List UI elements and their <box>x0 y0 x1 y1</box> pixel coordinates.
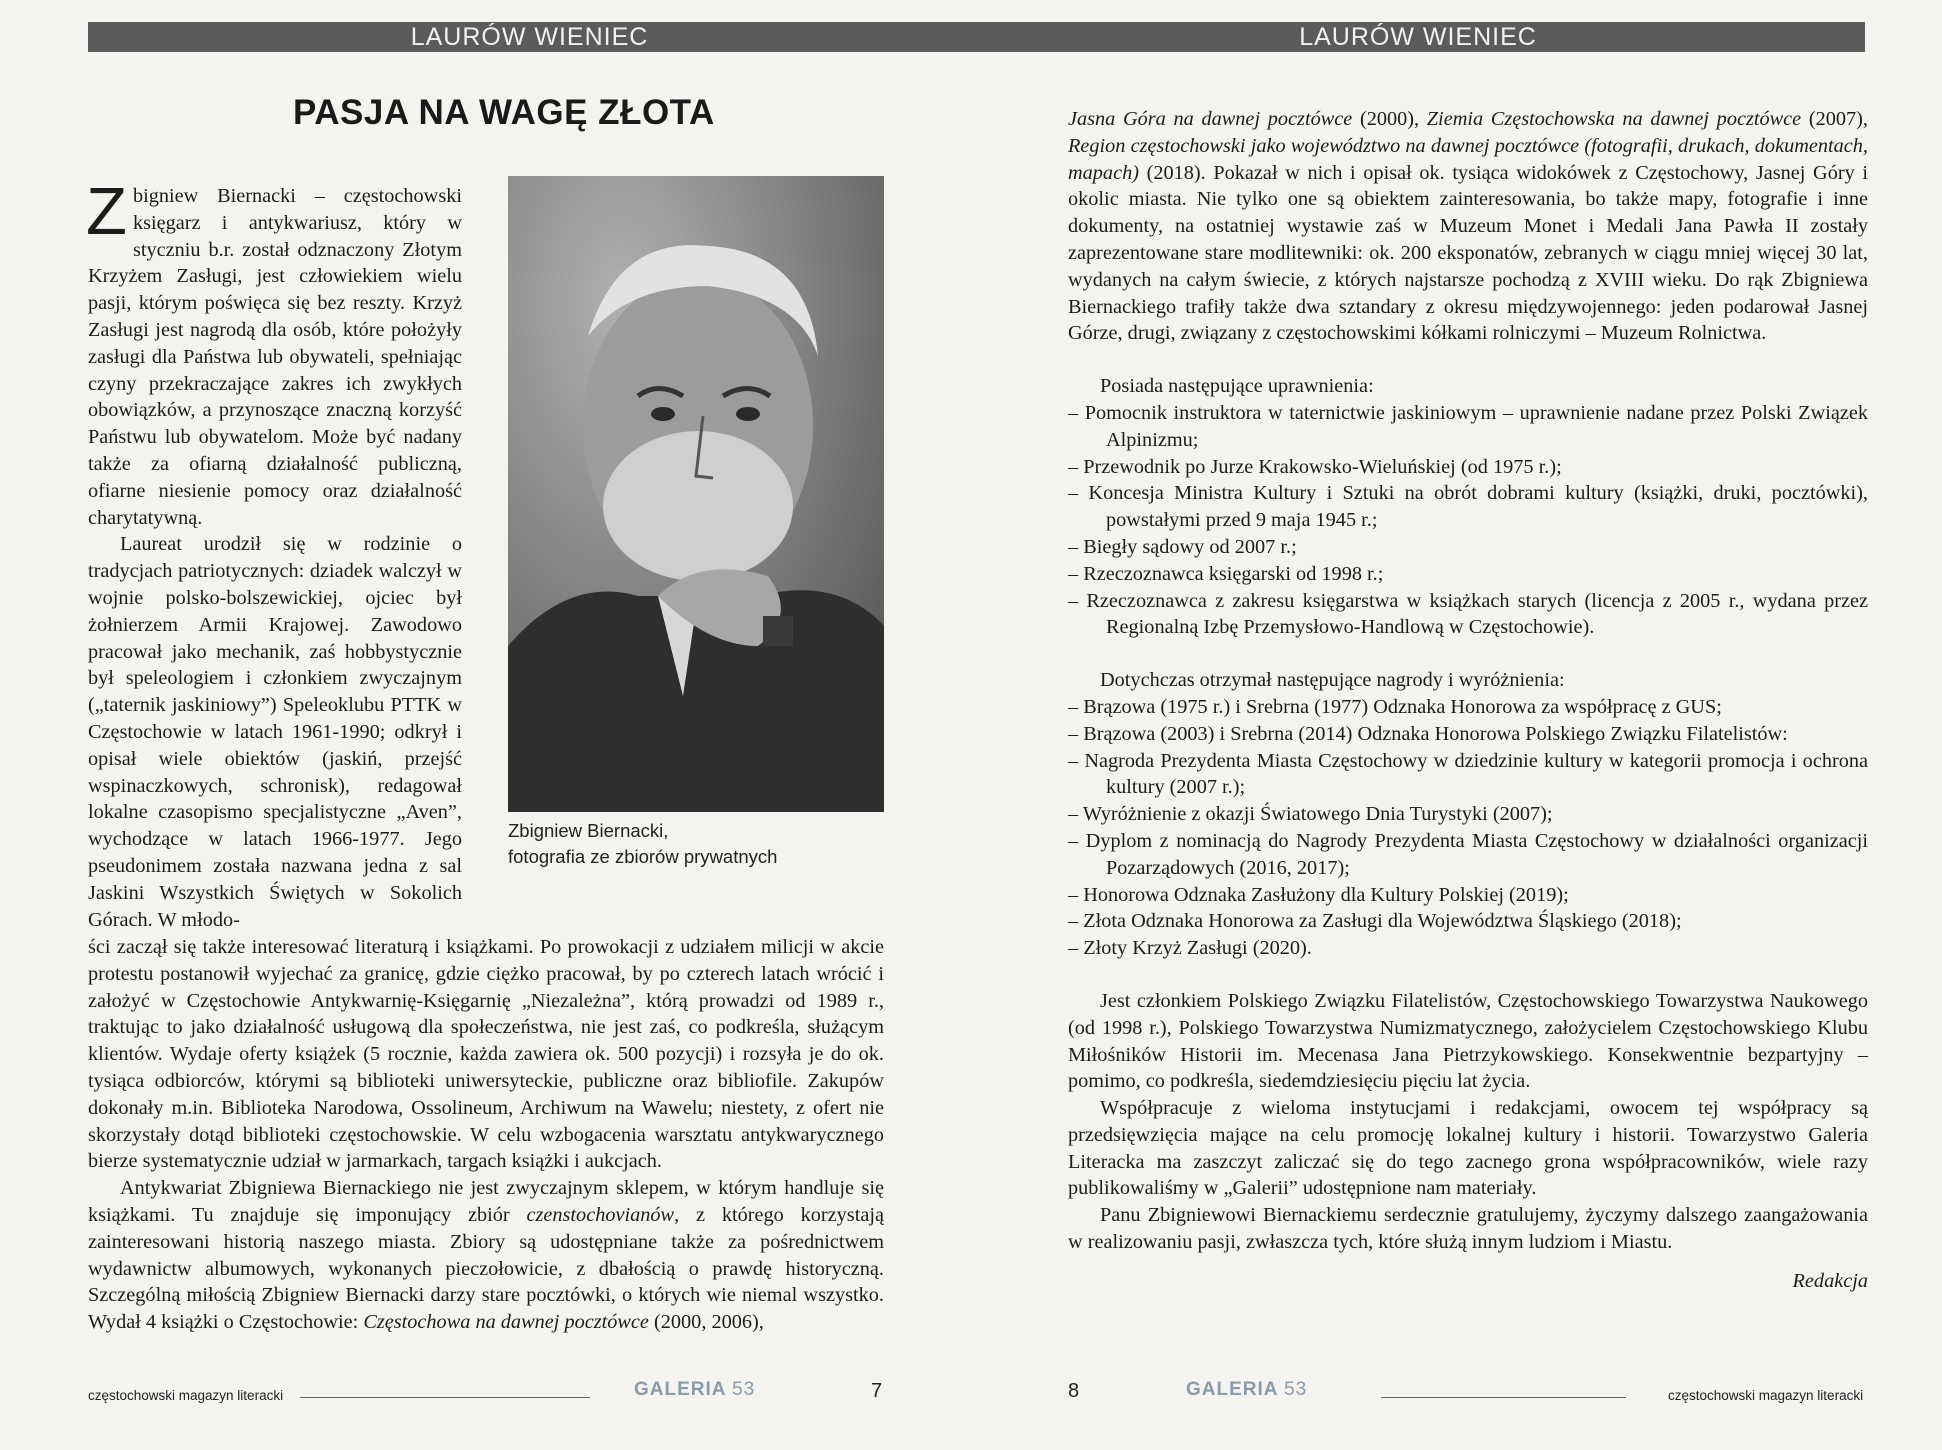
list-item: – Brązowa (1975 r.) i Srebrna (1977) Odznaka Honorowa za współpracę z GUS; <box>1068 695 1722 718</box>
page-number-right: 8 <box>1068 1380 1080 1402</box>
paragraph-biography: Laureat urodził się w rodzinie o tradycjach patriotycznych: dziadek walczył w wojnie polsko-bolszewickiej, ojciec był żołnierzem Armii Krajowej. Zawodowo pracował jako mechanik, zaś hobbystycznie był speleologiem i członkiem zwyczajnym („taternik jaskiniowy”) Speleoklubu PTTK w Częstochowie w latach 1961-1990; odkrył i opisał wiele obiektów (jaskiń, przejść wspinaczkowych, schronisk), redagował lokalne czasopismo specjalistyczne „Aven”, wychodzące w latach 1966-1977. Jego pseudonimem została nazwana jedna z sal Jaskini Wszystkich Świętych w Sokolich Górach. W młodo- <box>88 533 462 931</box>
list-item: – Wyróżnienie z okazji Światowego Dnia Turystyki (2007); <box>1068 803 1553 826</box>
paragraph-congratulations: Panu Zbigniewowi Biernackiemu serdecznie gratulujemy, życzymy dalszego zaangażowania w realizowaniu pasji, zwłaszcza tych, które służą innym ludziom i Miastu. <box>1068 1204 1868 1254</box>
footer-rule-right <box>1381 1397 1626 1398</box>
right-page <box>971 0 1942 1450</box>
galeria-logo-left <box>634 1379 755 1401</box>
list-item: – Biegły sądowy od 2007 r.; <box>1068 535 1297 558</box>
list-item: – Rzeczoznawca z zakresu księgarstwa w książkach starych (licencja z 2005 r., wydana przez Regionalną Izbę Przemysłowo-Handlową w Częstochowie). <box>1068 589 1868 639</box>
list-item: – Brązowa (2003) i Srebrna (2014) Odznaka Honorowa Polskiego Związku Filatelistów: <box>1068 722 1788 745</box>
footer-magazine-right: częstochowski magazyn literacki <box>1668 1388 1864 1403</box>
footer-magazine-left: częstochowski magazyn literacki <box>88 1388 284 1403</box>
italic-term: czenstochovianów <box>526 1203 675 1226</box>
book-title: Region częstochowski jako województwo na dawnej pocztówce (fotografii, drukach, dokumentach, mapach) <box>1068 134 1868 184</box>
caption-line-2: fotografia ze zbiorów prywatnych <box>508 846 778 867</box>
paragraph-cooperation: Współpracuje z wieloma instytucjami i redakcjami, owocem tej współpracy są przedsięwzięcia mające na celu promocję lokalnej kultury i historii. Towarzystwo Galeria Literacka ma zaszczyt zaliczać się do tego zacnego grona współpracowników, wiele razy publikowaliśmy w „Galerii” udostępnione nam materiały. <box>1068 1097 1868 1200</box>
awards-list <box>1068 694 1868 962</box>
dropcap: Z <box>86 174 127 249</box>
paragraph-antiquarian <box>88 1175 884 1336</box>
logo-text: GALERIA <box>1186 1379 1278 1400</box>
text-run: (2018). Pokazał w nich i opisał ok. tysiąca widokówek z Częstochowy, Jasnej Góry i okolic miasta. Nie tylko one są obiektem zainteresowania, bo także mapy, fotografie i inne dokumenty, na ostatniej wystawie zaś w Muzeum Monet i Medali Jana Pawła II zostały zaprezentowane stare modlitewniki: ok. 200 eksponatów, zebranych w ciągu mniej więcej 30 lat, wydanych na całym świecie, z których najstarsze pochodzą z XVIII wieku. Do rąk Zbigniewa Biernackiego trafiły także dwa sztandary z okresu międzywojennego: jeden podarował Jasnej Górze, drugi, związany z częstochowskimi kółkami rolniczymi – Muzeum Rolnictwa. <box>1068 161 1868 345</box>
book-title: Ziemia Częstochowska na dawnej pocztówce <box>1426 108 1802 130</box>
list-item: – Dyplom z nominacją do Nagrody Prezydenta Miasta Częstochowy w działalności organizacji Pozarządowych (2016, 2017); <box>1068 829 1868 879</box>
paragraph-intro: bigniew Biernacki – częstochowski księgarz i antykwariusz, który w styczniu b.r. został odznaczony Złotym Krzyżem Zasługi, jest człowiekiem wielu pasji, którym poświęca się bez reszty. Krzyż Zasługi jest nagrodą dla osób, które położyły zasługi dla Państwa lub obywateli, spełniając czyny przekraczające zakres ich zwykłych obowiązków, a przynoszące znaczną korzyść Państwu lub obywatelom. Może być nadany także za ofiarną działalność publiczną, ofiarne niesienie pomocy oraz działalność charytatywną. <box>88 185 462 529</box>
text-run: Antykwariat Zbigniewa Biernackiego nie jest zwyczajnym sklepem, w którym handluje się książkami. Tu znajduje się imponujący zbiór <box>88 1177 884 1226</box>
portrait-photo <box>508 176 884 812</box>
rights-list <box>1068 400 1868 641</box>
caption-line-1: Zbigniew Biernacki, <box>508 820 669 841</box>
issue-number: 53 <box>732 1379 756 1400</box>
book-title: Częstochowa na dawnej pocztówce <box>363 1311 649 1334</box>
page-number-left: 7 <box>871 1380 883 1402</box>
text-run: (2007), <box>1801 108 1869 130</box>
signature: Redakcja <box>1792 1269 1868 1292</box>
list-item: – Złota Odznaka Honorowa za Zasługi dla Województwa Śląskiego (2018); <box>1068 910 1682 933</box>
text-run: (2000, 2006), <box>648 1311 764 1334</box>
photo-caption <box>508 818 777 870</box>
section-header-left: LAURÓW WIENIEC <box>88 22 971 52</box>
text-run: (2000), <box>1352 108 1427 130</box>
list-item: – Nagroda Prezydenta Miasta Częstochowy w dziedzinie kultury w kategorii promocja i ochrona kultury (2007 r.); <box>1068 749 1868 799</box>
awards-heading: Dotychczas otrzymał następujące nagrody i wyróżnienia: <box>1100 669 1565 692</box>
article-column <box>86 174 462 933</box>
section-header-right: LAURÓW WIENIEC <box>971 22 1865 52</box>
footer-rule-left <box>300 1397 590 1398</box>
text-run: , z którego korzystają zainteresowani historią naszego miasta. Zbiory są udostępniane także za pośrednictwem wydawnictw albumowych, wykonanych pieczołowicie, z dbałością o prawdę historyczną. Szczególną miłością Zbigniew Biernacki darzy stare pocztówki, o których wie niemal wszystko. Wydał 4 książki o Częstochowie: <box>88 1203 884 1334</box>
list-item: – Koncesja Ministra Kultury i Sztuki na obrót dobrami kultury (książki, druki, pocztówki), powstałymi przed 9 maja 1945 r.; <box>1068 482 1868 532</box>
list-item: – Rzeczoznawca księgarski od 1998 r.; <box>1068 562 1384 585</box>
issue-number: 53 <box>1284 1379 1308 1400</box>
paragraph-books <box>1068 106 1868 347</box>
list-item: – Przewodnik po Jurze Krakowsko-Wieluńskiej (od 1975 r.); <box>1068 455 1562 478</box>
article-lower <box>88 934 884 1336</box>
article-title: PASJA NA WAGĘ ZŁOTA <box>293 93 715 132</box>
logo-text: GALERIA <box>634 1379 726 1400</box>
paragraph-membership: Jest członkiem Polskiego Związku Filatelistów, Częstochowskiego Towarzystwa Naukowego (od 1998 r.), Polskiego Towarzystwa Numizmatycznego, założycielem Częstochowskiego Klubu Miłośników Historii im. Mecenasa Jana Pietrzykowskiego. Konsekwentnie bezpartyjny – pomimo, co podkreśla, siedemdziesięciu pięciu lat życia. <box>1068 989 1868 1093</box>
right-column <box>1068 106 1868 1295</box>
list-item: – Honorowa Odznaka Zasłużony dla Kultury Polskiej (2019); <box>1068 883 1569 906</box>
book-title: Jasna Góra na dawnej pocztówce <box>1068 108 1353 130</box>
rights-heading: Posiada następujące uprawnienia: <box>1100 375 1374 398</box>
galeria-logo-right <box>1186 1379 1307 1401</box>
list-item: – Pomocnik instruktora w taternictwie jaskiniowym – uprawnienie nadane przez Polski Związek Alpinizmu; <box>1068 401 1868 451</box>
paragraph-bookshop: ści zaczął się także interesować literaturą i książkami. Po prowokacji z udziałem milicji w akcie protestu postanowił wyjechać za granicę, gdzie ciężko pracował, by po czterech latach wrócić i założyć w Częstochowie Antykwarnię-Księgarnię „Niezależna”, którą prowadzi od 1989 r., traktując to jako działalność usługową dla społeczeństwa, nie jest zaś, co podkreśla, służącym klientów. Wydaje oferty książek (5 rocznie, każda zawiera ok. 500 pozycji) i rozsyła je do ok. tysiąca odbiorców, którymi są biblioteki uniwersyteckie, publiczne oraz bibliofile. Zakupów dokonały m.in. Biblioteka Narodowa, Ossolineum, Archiwum na Wawelu; niestety, z ofert nie skorzystały dotąd biblioteki częstochowskie. W celu wzbogacenia warsztatu antykwarycznego bierze systematycznie udział w jarmarkach, targach książki i aukcjach. <box>88 936 884 1173</box>
list-item: – Złoty Krzyż Zasługi (2020). <box>1068 937 1312 960</box>
